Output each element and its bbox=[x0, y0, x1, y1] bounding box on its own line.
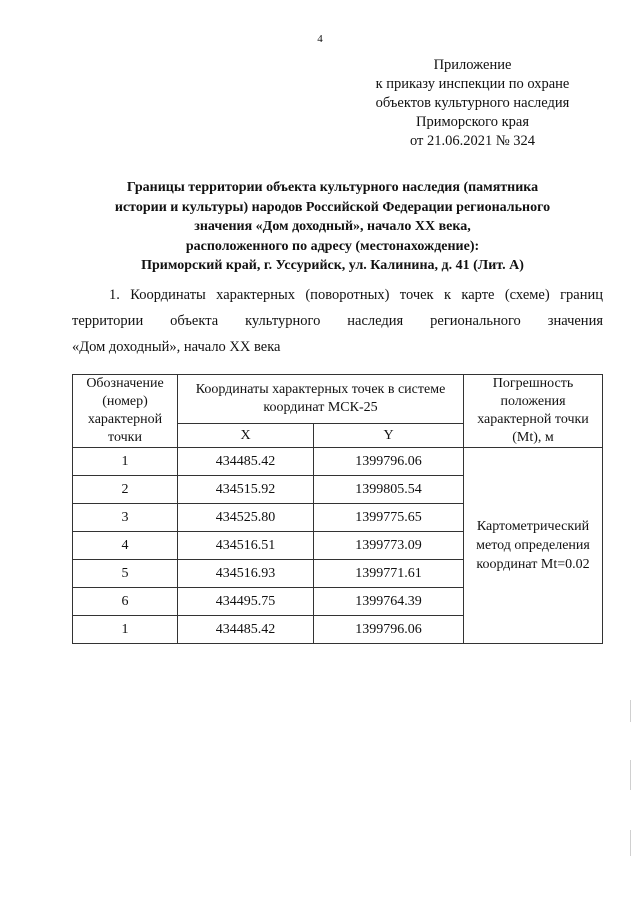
header-designation: Обозначение (номер) характерной точки bbox=[73, 375, 178, 448]
paragraph-line: 1. Координаты характерных (поворотных) точек к карте (схеме) границ bbox=[109, 287, 603, 303]
point-number: 2 bbox=[73, 476, 178, 504]
title-line: истории и культуры) народов Российской Федерации регионального bbox=[114, 199, 551, 215]
point-number: 6 bbox=[73, 588, 178, 616]
coordinates-table bbox=[72, 374, 603, 644]
appendix-line: Приморского края bbox=[415, 114, 529, 130]
y-value: 1399775.65 bbox=[314, 504, 464, 532]
appendix-line: от 21.06.2021 № 324 bbox=[409, 133, 536, 149]
header-x: X bbox=[178, 424, 314, 448]
table-row bbox=[73, 448, 603, 476]
scan-artifact bbox=[630, 760, 631, 790]
header-y: Y bbox=[314, 424, 464, 448]
y-value: 1399764.39 bbox=[314, 588, 464, 616]
x-value: 434485.42 bbox=[178, 448, 314, 476]
appendix-line: объектов культурного наследия bbox=[375, 95, 570, 111]
intro-paragraph bbox=[72, 282, 603, 360]
appendix-line: Приложение bbox=[433, 57, 512, 73]
x-value: 434525.80 bbox=[178, 504, 314, 532]
scan-artifact bbox=[630, 700, 631, 722]
point-number: 4 bbox=[73, 532, 178, 560]
title-line: значения «Дом доходный», начало XX века, bbox=[194, 219, 471, 234]
x-value: 434516.93 bbox=[178, 560, 314, 588]
x-value: 434495.75 bbox=[178, 588, 314, 616]
y-value: 1399773.09 bbox=[314, 532, 464, 560]
point-number: 1 bbox=[73, 616, 178, 644]
title-line: расположенного по адресу (местонахождение): bbox=[185, 238, 480, 254]
header-error: Погрешность положения характерной точки (Mt), м bbox=[464, 375, 603, 448]
paragraph-line: территории объекта культурного наследия регионального значения bbox=[72, 313, 603, 329]
y-value: 1399805.54 bbox=[314, 476, 464, 504]
appendix-line: к приказу инспекции по охране bbox=[375, 76, 570, 92]
x-value: 434515.92 bbox=[178, 476, 314, 504]
appendix-block bbox=[340, 56, 605, 151]
page-number: 4 bbox=[317, 33, 323, 45]
x-value: 434516.51 bbox=[178, 532, 314, 560]
title-line: Границы территории объекта культурного наследия (памятника bbox=[126, 180, 539, 195]
header-coordinates: Координаты характерных точек в системе координат МСК-25 bbox=[178, 375, 464, 424]
point-number: 3 bbox=[73, 504, 178, 532]
y-value: 1399796.06 bbox=[314, 448, 464, 476]
accuracy-method: Картометрический метод определения координат Mt=0.02 bbox=[464, 448, 603, 644]
point-number: 1 bbox=[73, 448, 178, 476]
y-value: 1399796.06 bbox=[314, 616, 464, 644]
x-value: 434485.42 bbox=[178, 616, 314, 644]
y-value: 1399771.61 bbox=[314, 560, 464, 588]
scan-artifact bbox=[630, 830, 631, 856]
title-line: Приморский край, г. Уссурийск, ул. Калинина, д. 41 (Лит. А) bbox=[141, 258, 524, 273]
point-number: 5 bbox=[73, 560, 178, 588]
paragraph-line: «Дом доходный», начало XX века bbox=[72, 339, 281, 355]
document-title bbox=[60, 178, 605, 276]
